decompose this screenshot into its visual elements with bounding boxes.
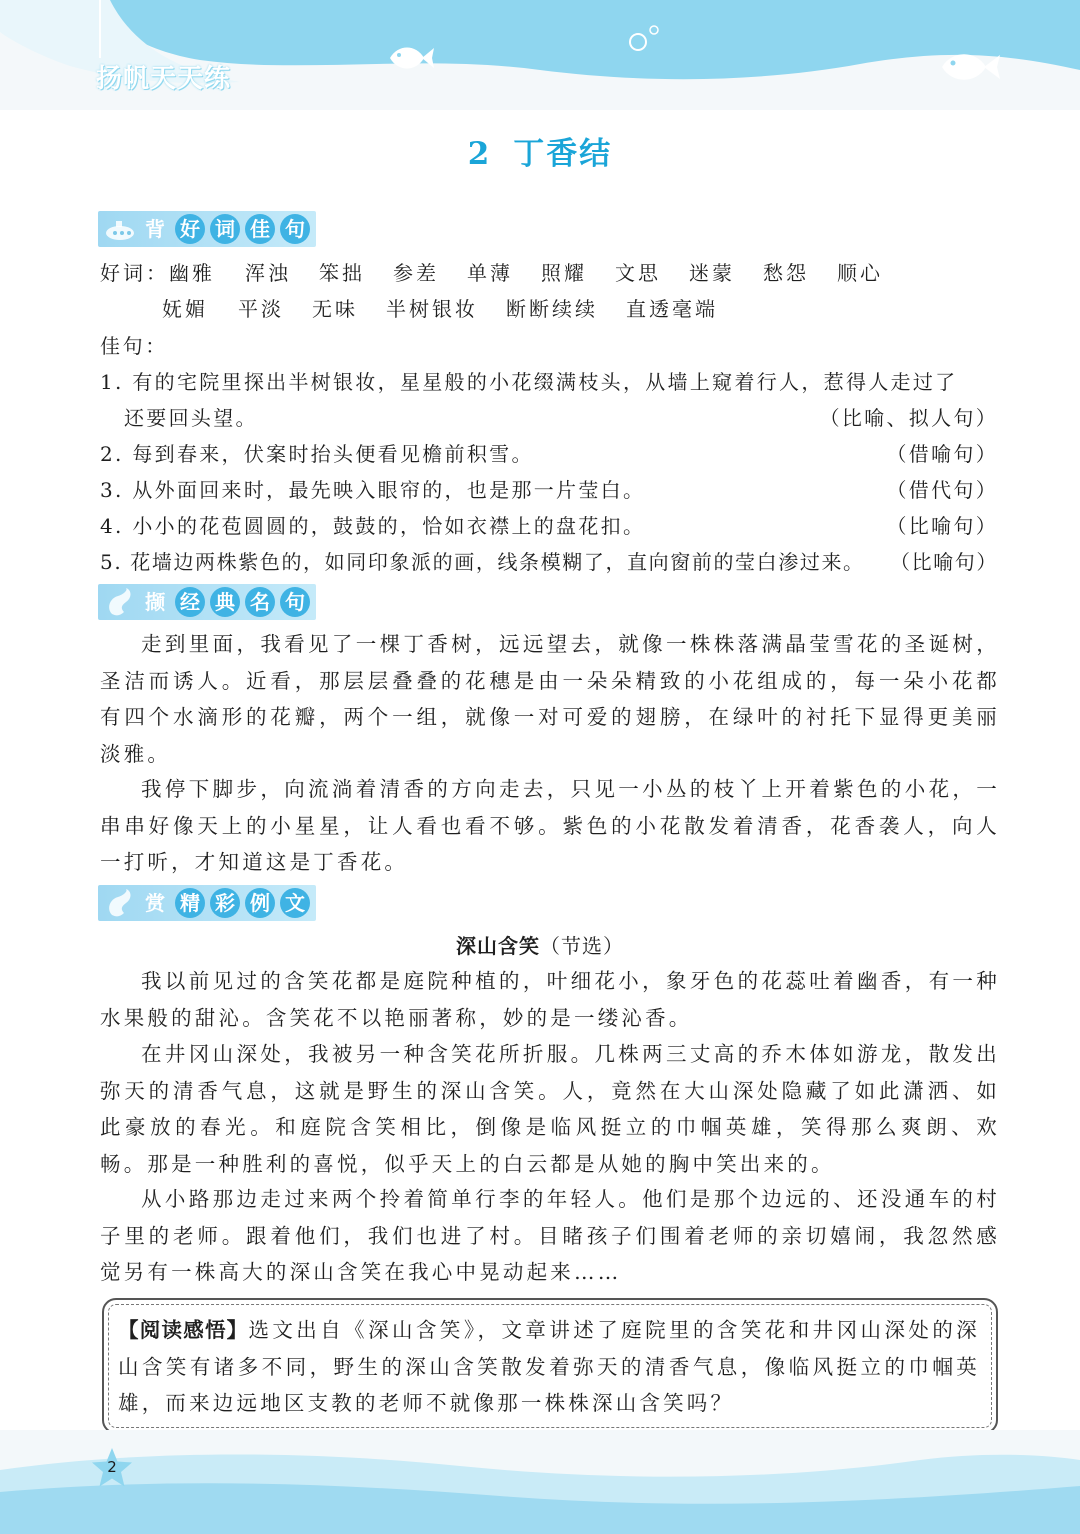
section-header-char: 背 <box>145 217 165 241</box>
word-item: 幽雅 <box>169 261 215 285</box>
sentence-item <box>100 402 998 431</box>
word-item: 直透毫端 <box>626 297 718 321</box>
sentence-type: （借代句） <box>886 478 998 502</box>
chapter-number: 2 <box>467 136 492 172</box>
word-item: 愁怨 <box>763 261 809 285</box>
sentence-text: 2. 每到春来，伏案时抬头便看见檐前积雪。 <box>100 442 534 466</box>
word-item: 顺心 <box>837 261 883 285</box>
section-header-char: 赏 <box>145 891 165 915</box>
chapter-title <box>0 128 1080 173</box>
section-header-chars <box>140 888 310 918</box>
sentence-item <box>100 366 998 395</box>
sentence-text: 5. 花墙边两株紫色的，如同印象派的画，线条模糊了，直向窗前的莹白渗过来。 <box>100 550 865 574</box>
article-paragraph: 在井冈山深处，我被另一种含笑花所折服。几株两三丈高的乔木体如游龙，散发出弥天的清香气息，这就是野生的深山含笑。人，竟然在大山深处隐藏了如此潇洒、如此豪放的春光。和庭院含笑相比，倒像是临风挺立的巾帼英雄，笑得那么爽朗、欢畅。那是一种胜利的喜悦，似乎天上的白云都是从她的胸中笑出来的。 <box>100 1042 1000 1176</box>
section-header-classics <box>98 584 310 620</box>
reading-insight-label: 【阅读感悟】 <box>118 1318 249 1342</box>
article-title-note: （节选） <box>540 934 624 958</box>
word-item: 断断续续 <box>506 297 598 321</box>
good-words-row <box>100 257 883 286</box>
word-item: 迷蒙 <box>689 261 735 285</box>
section-header-char: 经 <box>175 587 205 617</box>
section-header-char: 文 <box>280 888 310 918</box>
fish-icon <box>938 46 1002 88</box>
section-header-chars <box>140 214 310 244</box>
word-item: 笨拙 <box>319 261 365 285</box>
classic-paragraph: 我停下脚步，向流淌着清香的方向走去，只见一小丛的枝丫上开着紫色的小花，一串串好像天上的小星星，让人看也看不够。紫色的小花散发着清香，花香袭人，向人一打听，才知道这是丁香花。 <box>100 777 1000 874</box>
section-header-char: 佳 <box>245 214 275 244</box>
fish-icon <box>386 40 436 76</box>
section-header-char: 彩 <box>210 888 240 918</box>
word-item: 单薄 <box>467 261 513 285</box>
reading-insight <box>118 1312 980 1422</box>
brand-logo-text: 扬帆天天练 <box>96 64 232 94</box>
footer-wave-decoration <box>0 1430 1080 1534</box>
sentence-text: 1. 有的宅院里探出半树银妆，星星般的小花缀满枝头，从墙上窥着行人，惹得人走过了 <box>100 370 958 394</box>
word-item: 参差 <box>393 261 439 285</box>
seahorse-icon <box>98 885 138 921</box>
sentence-text: 4. 小小的花苞圆圆的，鼓鼓的，恰如衣襟上的盘花扣。 <box>100 514 646 538</box>
section-header-chars <box>140 587 310 617</box>
section-header-words <box>98 211 310 247</box>
sentence-type: （比喻、拟人句） <box>819 406 998 430</box>
section-header-char: 词 <box>210 214 240 244</box>
section-header-char: 名 <box>245 587 275 617</box>
sentence-type: （借喻句） <box>886 442 998 466</box>
section-header-char: 撷 <box>145 590 165 614</box>
word-item: 无味 <box>312 297 358 321</box>
reading-insight-text: 选文出自《深山含笑》，文章讲述了庭院里的含笑花和井冈山深处的深山含笑有诸多不同，野生的深山含笑散发着弥天的清香气息，像临风挺立的巾帼英雄，而来边远地区支教的老师不就像那一株株深山含笑吗？ <box>118 1318 981 1415</box>
word-item: 文思 <box>615 261 661 285</box>
section-header-char: 精 <box>175 888 205 918</box>
article-paragraph: 从小路那边走过来两个拎着简单行李的年轻人。他们是那个边远的、还没通车的村子里的老师。跟着他们，我们也进了村。目睹孩子们围着老师的亲切嬉闹，我忽然感觉另有一株高大的深山含笑在我心中晃动起来…… <box>100 1187 1000 1284</box>
sentence-item <box>100 510 998 539</box>
word-item: 浑浊 <box>245 261 291 285</box>
sentence-text: 还要回头望。 <box>124 406 258 430</box>
article-title-text: 深山含笑 <box>456 934 540 958</box>
word-item: 平淡 <box>238 297 284 321</box>
sentence-item <box>100 546 998 575</box>
word-item: 半树银妆 <box>386 297 478 321</box>
word-item: 妩媚 <box>162 297 208 321</box>
chapter-name: 丁香结 <box>513 136 613 172</box>
article-paragraph: 我以前见过的含笑花都是庭院种植的，叶细花小，象牙色的花蕊吐着幽香，有一种水果般的甜沁。含笑花不以艳丽著称，妙的是一缕沁香。 <box>100 969 1000 1030</box>
good-sentences-label: 佳句： <box>100 334 168 358</box>
article-title <box>0 930 1080 959</box>
section-header-char: 好 <box>175 214 205 244</box>
page-number: 2 <box>107 1458 117 1476</box>
word-item: 照耀 <box>541 261 587 285</box>
classic-paragraph: 走到里面，我看见了一棵丁香树，远远望去，就像一株株落满晶莹雪花的圣诞树，圣洁而诱人。近看，那层层叠叠的花穗是由一朵朵精致的小花组成的，每一朵小花都有四个水滴形的花瓣，两个一组，就像一对可爱的翅膀，在绿叶的衬托下显得更美丽淡雅。 <box>100 632 1000 766</box>
submarine-icon <box>98 211 138 247</box>
sentence-type: （比喻句） <box>890 550 998 574</box>
sentence-type: （比喻句） <box>886 514 998 538</box>
section-header-char: 例 <box>245 888 275 918</box>
section-header-article <box>98 885 310 921</box>
good-words-row <box>162 293 718 322</box>
sentence-item <box>100 474 998 503</box>
sentence-item <box>100 438 998 467</box>
seahorse-icon <box>98 584 138 620</box>
good-words-label: 好词： <box>100 261 169 285</box>
section-header-char: 句 <box>280 214 310 244</box>
sentence-text: 3. 从外面回来时，最先映入眼帘的，也是那一片莹白。 <box>100 478 646 502</box>
section-header-char: 句 <box>280 587 310 617</box>
section-header-char: 典 <box>210 587 240 617</box>
